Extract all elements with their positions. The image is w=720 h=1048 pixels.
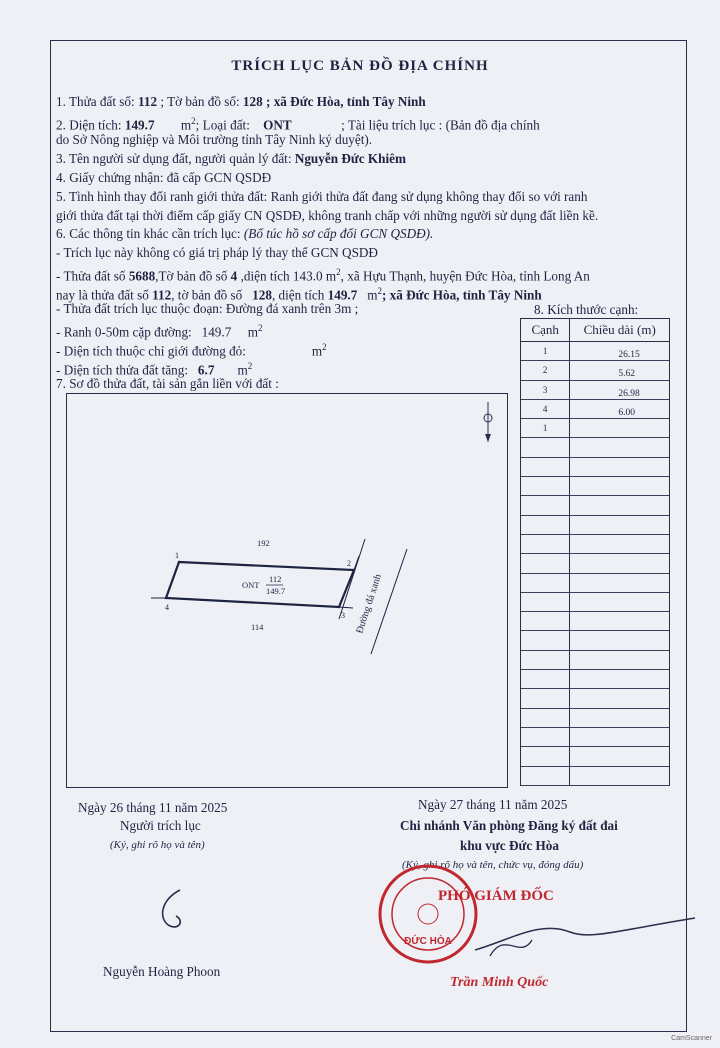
table-row <box>521 554 669 573</box>
right-role: PHÓ GIÁM ĐỐC <box>438 888 554 904</box>
table-row <box>521 535 669 554</box>
vertex-1-label: 1 <box>175 551 179 560</box>
edge-table-body <box>521 342 669 786</box>
empty-cell <box>521 747 570 765</box>
owner-line: 3. Tên người sử dụng đất, người quản lý đất: Nguyễn Đức Khiêm <box>56 151 407 166</box>
edge-cell: 3 <box>521 381 570 399</box>
empty-cell <box>570 458 669 476</box>
table-row <box>521 709 669 728</box>
scanner-watermark: CamScanner <box>671 1035 712 1042</box>
road-label: Đường đá xanh <box>354 572 384 635</box>
length-cell: 6.00 <box>618 407 635 418</box>
empty-cell <box>570 612 669 630</box>
right-note: (Ký, ghi rõ họ và tên, chức vụ, đóng dấu) <box>402 859 584 871</box>
empty-cell <box>570 747 669 765</box>
empty-cell <box>521 651 570 669</box>
road-edge-right <box>371 549 407 654</box>
empty-cell <box>570 767 669 785</box>
table-row <box>521 728 669 747</box>
new-parcel-line: nay là thửa đất số 112, tờ bản đồ số 128, diện tích 149.7 $m^2$; xã Đức Hòa, tỉnh Tây Ninh <box>56 286 542 303</box>
right-signature-icon <box>470 910 700 970</box>
road-band-line: - Ranh 0-50m cặp đường: 149.7 $m^2$ <box>56 323 263 340</box>
empty-cell <box>570 670 669 688</box>
table-row <box>521 651 669 670</box>
empty-cell <box>521 535 570 553</box>
empty-cell <box>521 670 570 688</box>
vertex-3-label: 3 <box>341 611 345 620</box>
empty-cell <box>570 516 669 534</box>
right-org-2: khu vực Đức Hòa <box>460 838 559 853</box>
table-row <box>521 496 669 515</box>
edge-col-header: Cạnh <box>521 319 570 341</box>
empty-cell <box>570 554 669 572</box>
right-name: Trần Minh Quốc <box>450 975 549 990</box>
table-row <box>521 342 669 361</box>
edge-table <box>520 318 670 786</box>
empty-cell <box>570 728 669 746</box>
parcel-number-line: 1. Thửa đất số: 112 ; Tờ bản đồ số: 128 ; xã Đức Hòa, tỉnh Tây Ninh <box>56 94 426 109</box>
length-cell: 26.15 <box>618 350 640 360</box>
table-row <box>521 670 669 689</box>
empty-cell <box>521 438 570 456</box>
red-line-area-line: - Diện tích thuộc chỉ giới đường đỏ: $m^2$ <box>56 342 327 359</box>
north-arrow-icon <box>484 402 492 442</box>
table-row <box>521 438 669 457</box>
edge-cell: 1 <box>521 419 570 437</box>
area-line: 2. Diện tích: 149.7 $m^2$; Loại đất: ONT ; Tài liệu trích lục : (Bản đồ địa chính <box>56 116 540 133</box>
table-row <box>521 747 669 766</box>
official-seal-icon <box>376 862 480 966</box>
length-cell: 5.62 <box>618 369 635 380</box>
edge-cell: 4 <box>521 400 570 418</box>
table-row <box>521 361 669 380</box>
empty-cell <box>570 631 669 649</box>
neighbor-top-label: 192 <box>257 538 270 548</box>
empty-cell <box>570 689 669 707</box>
seal-text: ĐỨC HÒA <box>404 936 452 947</box>
empty-cell <box>521 458 570 476</box>
parcel-plan-svg <box>67 394 507 787</box>
table-row <box>521 458 669 477</box>
vertex-2-label: 2 <box>347 559 351 568</box>
empty-cell <box>570 438 669 456</box>
table-row <box>521 381 669 400</box>
edge-table-title: 8. Kích thước cạnh: <box>534 302 639 317</box>
empty-cell <box>521 728 570 746</box>
empty-cell <box>521 631 570 649</box>
left-signature-icon <box>150 880 200 940</box>
left-role: Người trích lục <box>120 818 201 833</box>
empty-cell <box>521 612 570 630</box>
document-title: TRÍCH LỤC BẢN ĐỒ ĐỊA CHÍNH <box>231 58 489 74</box>
neighbor-bottom-label: 114 <box>251 622 264 632</box>
empty-cell <box>521 516 570 534</box>
vertex-4-label: 4 <box>165 603 169 612</box>
table-row <box>521 574 669 593</box>
table-row <box>521 593 669 612</box>
boundary-line: 5. Tình hình thay đổi ranh giới thửa đất: Ranh giới thửa đất đang sử dụng không thay đổi so với ranh <box>56 189 588 204</box>
legal-note-line: - Trích lục này không có giá trị pháp lý thay thế GCN QSDĐ <box>56 245 378 260</box>
table-row <box>521 767 669 786</box>
empty-cell <box>521 767 570 785</box>
empty-cell <box>570 709 669 727</box>
parcel-type-label: ONT <box>242 580 260 590</box>
plan-heading: 7. Sơ đồ thửa đất, tài sản gắn liền với đất : <box>56 376 279 391</box>
parcel-area-label: 149.7 <box>266 586 286 596</box>
edge-cell: 2 <box>521 361 570 379</box>
table-row <box>521 477 669 496</box>
right-date: Ngày 27 tháng 11 năm 2025 <box>418 797 568 812</box>
table-row <box>521 400 669 419</box>
empty-cell <box>570 535 669 553</box>
certificate-line: 4. Giấy chứng nhận: đã cấp GCN QSDĐ <box>56 170 272 185</box>
empty-cell <box>521 496 570 514</box>
increase-area-line: - Diện tích thửa đất tăng: 6.7 $m^2$ <box>56 361 253 378</box>
empty-cell <box>521 554 570 572</box>
edge-table-header <box>521 319 669 342</box>
empty-cell <box>570 593 669 611</box>
length-cell: 26.98 <box>618 388 640 399</box>
left-note: (Ký, ghi rõ họ và tên) <box>110 839 205 851</box>
table-row <box>521 689 669 708</box>
parcel-plan <box>66 393 508 788</box>
table-row <box>521 612 669 631</box>
boundary-line-cont: giới thửa đất tại thời điểm cấp giấy CN QSDĐ, không tranh chấp với những người sử dụng đất liền kề. <box>56 208 599 223</box>
left-date: Ngày 26 tháng 11 năm 2025 <box>78 800 228 815</box>
parcel-polygon <box>166 562 354 607</box>
empty-cell <box>570 496 669 514</box>
empty-cell <box>521 477 570 495</box>
empty-cell <box>521 593 570 611</box>
empty-cell <box>521 574 570 592</box>
edge-cell: 1 <box>521 342 570 360</box>
empty-cell <box>570 574 669 592</box>
other-info-line: 6. Các thông tin khác cần trích lục: (Bổ túc hồ sơ cấp đổi GCN QSDĐ). <box>56 226 434 241</box>
table-row <box>521 516 669 535</box>
empty-cell <box>570 477 669 495</box>
road-edge-left <box>339 539 365 619</box>
table-row <box>521 631 669 650</box>
length-col-header: Chiều dài (m) <box>583 322 656 337</box>
empty-cell <box>521 709 570 727</box>
right-org-1: Chi nhánh Văn phòng Đăng ký đất đai <box>400 818 618 833</box>
old-parcel-line: - Thửa đất số 5688,Tờ bản đồ số 4 ,diện tích 143.0 $m^2$, xã Hựu Thạnh, huyện Đức Hòa, tỉnh Long An <box>56 267 590 284</box>
empty-cell <box>521 689 570 707</box>
table-row <box>521 419 669 438</box>
empty-cell <box>570 651 669 669</box>
parcel-number-label: 112 <box>269 574 282 584</box>
left-name: Nguyễn Hoàng Phoon <box>103 964 221 979</box>
area-line-cont: do Sở Nông nghiệp và Môi trường tỉnh Tây Ninh ký duyệt). <box>56 132 373 147</box>
road-segment-line: - Thửa đất trích lục thuộc đoạn: Đường đá xanh trên 3m ; <box>56 301 359 316</box>
